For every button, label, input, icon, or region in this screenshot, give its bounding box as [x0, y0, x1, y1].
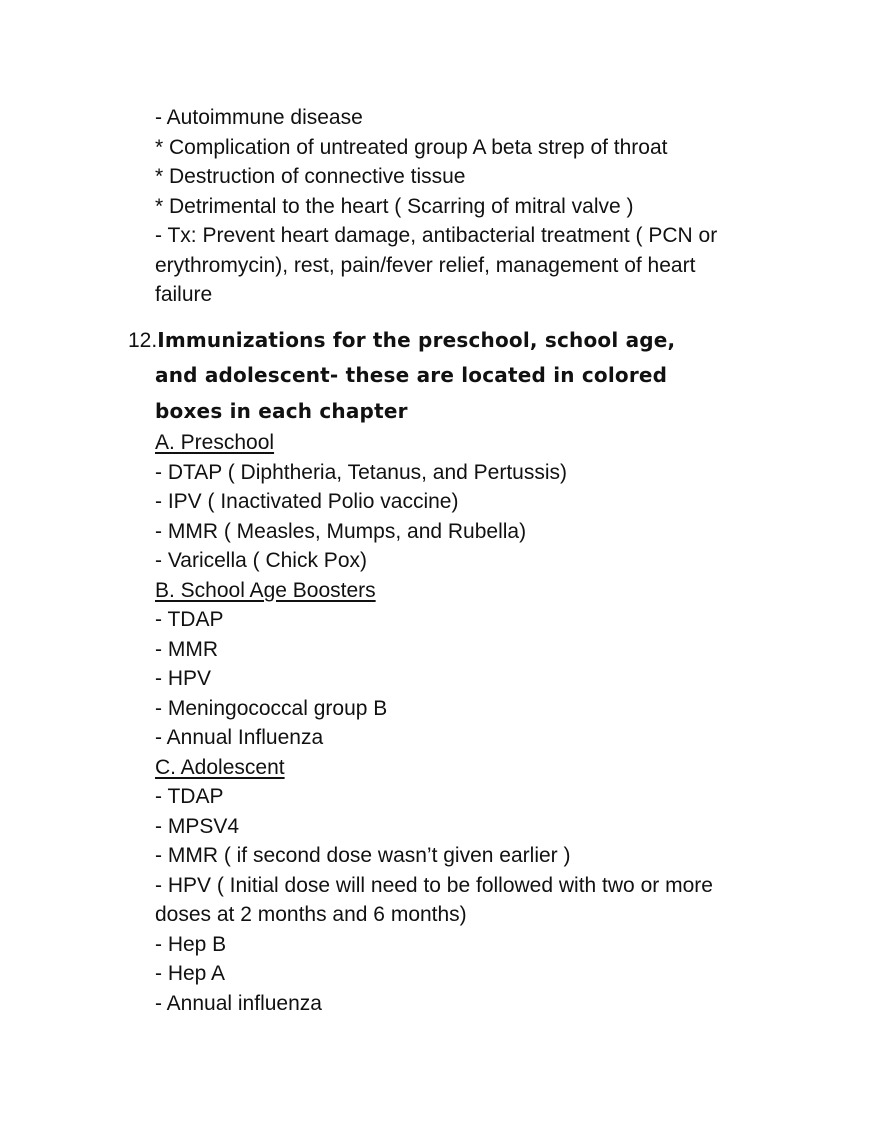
school-age-item: - MMR [155, 638, 218, 661]
school-age-item: - Meningococcal group B [155, 697, 388, 720]
note-detrimental: * Detrimental to the heart ( Scarring of mitral valve ) [155, 195, 634, 218]
adolescent-item: - Hep A [155, 962, 226, 985]
section-title-line-2: and adolescent- these are located in colored [155, 363, 668, 387]
preschool-item: - Varicella ( Chick Pox) [155, 549, 367, 572]
school-age-item: - TDAP [155, 608, 224, 631]
section-number: 12. [128, 329, 158, 352]
adolescent-heading: C. Adolescent [155, 756, 285, 779]
adolescent-item: - TDAP [155, 785, 224, 808]
preschool-item: - IPV ( Inactivated Polio vaccine) [155, 490, 459, 513]
note-complication: * Complication of untreated group A beta strep of throat [155, 136, 668, 159]
adolescent-item: - Hep B [155, 933, 227, 956]
section-12-heading [128, 322, 675, 359]
preschool-item: - MMR ( Measles, Mumps, and Rubella) [155, 520, 527, 543]
note-autoimmune: - Autoimmune disease [155, 106, 363, 129]
preschool-item: - DTAP ( Diphtheria, Tetanus, and Pertussis) [155, 461, 568, 484]
note-tx-line-2: erythromycin), rest, pain/fever relief, management of heart [155, 254, 696, 277]
adolescent-item: - Annual influenza [155, 992, 322, 1015]
adolescent-item: - MMR ( if second dose wasn’t given earlier ) [155, 844, 571, 867]
adolescent-item: - HPV ( Initial dose will need to be followed with two or more [155, 874, 713, 897]
school-age-item: - HPV [155, 667, 212, 690]
section-title-line-1: Immunizations for the preschool, school age, [157, 328, 676, 352]
note-tx-line-3: failure [155, 283, 213, 306]
adolescent-item-continuation: doses at 2 months and 6 months) [155, 903, 467, 926]
note-tx-line-1: - Tx: Prevent heart damage, antibacterial treatment ( PCN or [155, 224, 718, 247]
school-age-item: - Annual Influenza [155, 726, 324, 749]
school-age-heading: B. School Age Boosters [155, 579, 376, 602]
adolescent-item: - MPSV4 [155, 815, 240, 838]
section-title-line-3: boxes in each chapter [155, 399, 408, 423]
note-destruction: * Destruction of connective tissue [155, 165, 466, 188]
preschool-heading: A. Preschool [155, 431, 275, 454]
